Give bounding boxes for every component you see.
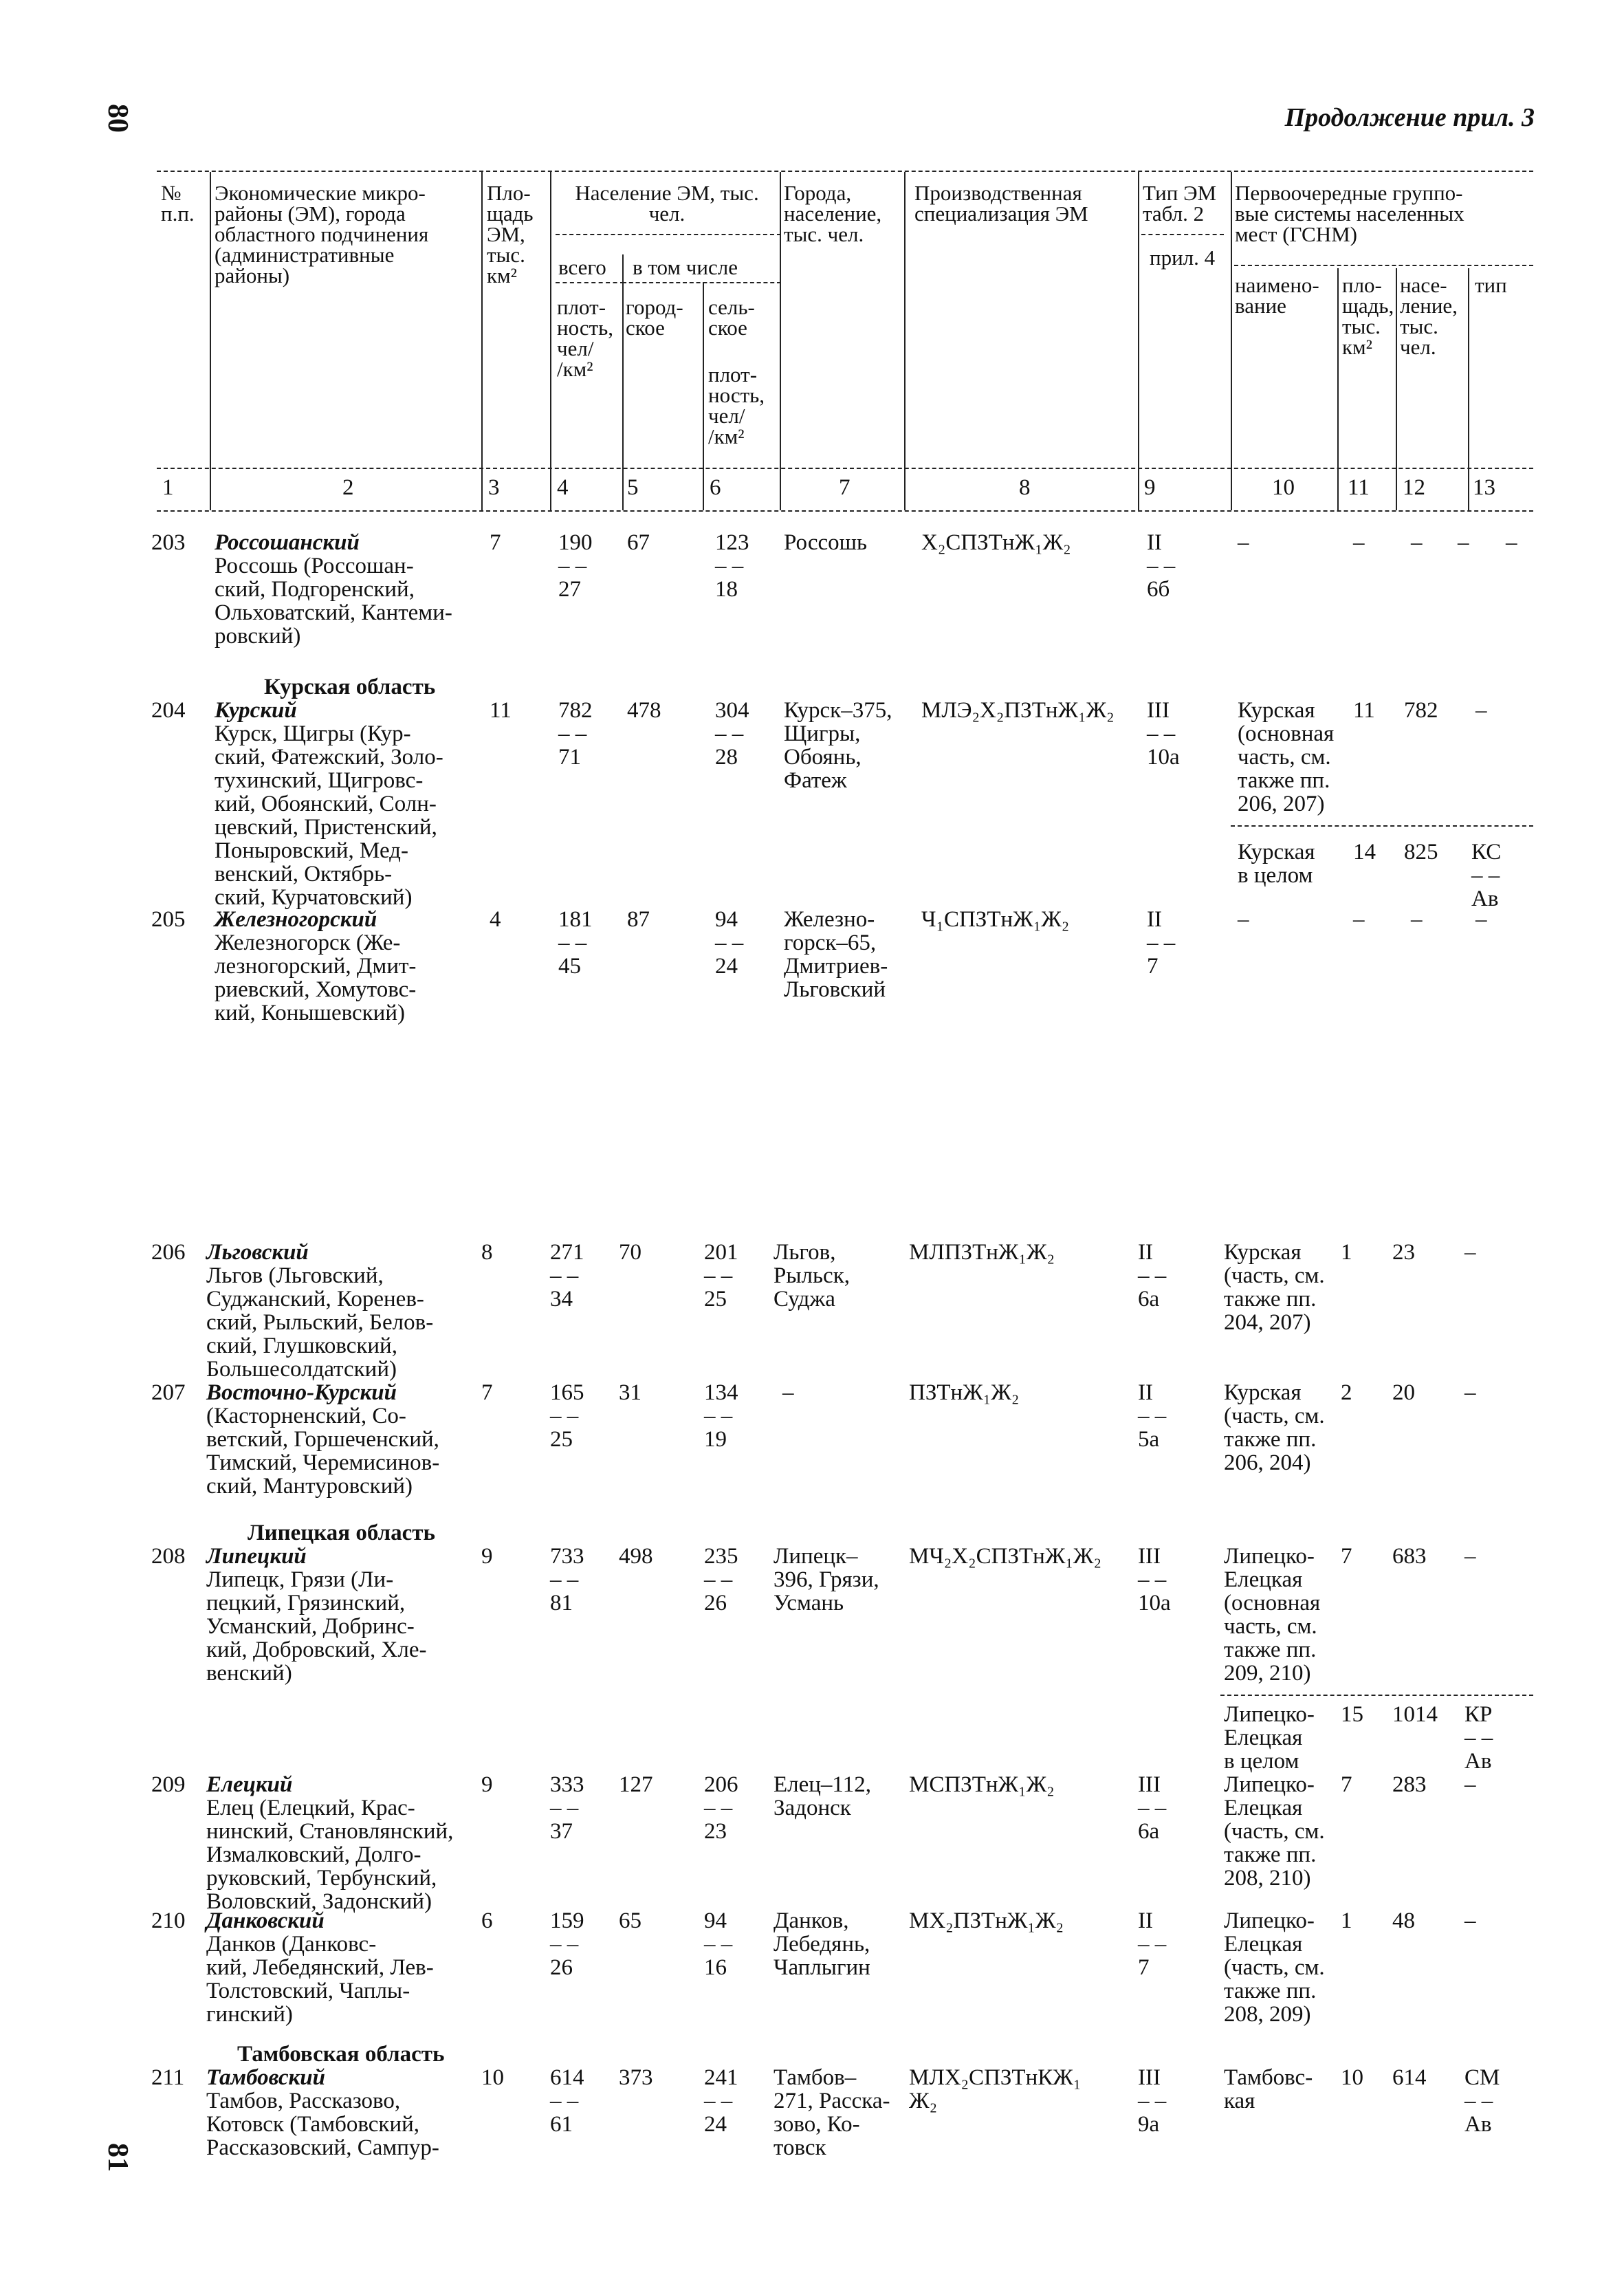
- rural-population: 241: [704, 2065, 738, 2090]
- specialization: МЧ₂Х₂СПЗТнЖ₁Ж₂: [909, 1544, 1101, 1569]
- rural-population: 94: [704, 1908, 727, 1933]
- header-col9-bottom: прил. 4: [1150, 246, 1216, 270]
- region-desc: Курск, Щигры (Кур- ский, Фатежский, Золо- тухинский, Щигровс- кий, Обоянский, Солн- цевский, Пристенский, Поныровский, Мед- венский, Октябрь- ский, Курчатовский): [215, 721, 443, 910]
- region-desc: Данков (Данковс- кий, Лебедянский, Лев- Толстовский, Чаплы- гинский): [206, 1932, 434, 2027]
- population-density: 37: [550, 1819, 573, 1844]
- header-bottom-rule: [157, 510, 1533, 512]
- area: 10: [481, 2065, 504, 2090]
- em-type: III: [1138, 1544, 1161, 1569]
- gsnm-area: –: [1353, 530, 1365, 555]
- gsnm-type-total: КР: [1464, 1702, 1493, 1727]
- gsnm-name-total: Курская в целом: [1238, 840, 1315, 888]
- col-divider: [1337, 268, 1339, 510]
- header-col4-including: в том числе: [633, 255, 738, 279]
- area: 4: [490, 907, 501, 932]
- header-col10-group: Первоочередные группо- вые системы населенных мест (ГСНМ): [1235, 181, 1464, 246]
- em-type: II: [1147, 907, 1162, 932]
- area: 7: [481, 1380, 493, 1405]
- gsnm-population: 782: [1404, 698, 1438, 723]
- col-divider: [1138, 172, 1139, 510]
- gsnm-name: Липецко- Елецкая (часть, см. также пп. 208, 210): [1224, 1772, 1325, 1891]
- specialization: МХ₂ПЗТнЖ₁Ж₂: [909, 1908, 1064, 1933]
- gsnm-name: Курская (часть, см. также пп. 204, 207): [1224, 1240, 1325, 1335]
- area: 8: [481, 1240, 493, 1265]
- area: 9: [481, 1772, 493, 1797]
- cities: –: [782, 1380, 794, 1405]
- rural-population: 123: [715, 530, 749, 555]
- rural-population: 206: [704, 1772, 738, 1797]
- header-sub-rule: [1234, 265, 1533, 266]
- header-col4-density: плот- ность, чел/ /км²: [557, 295, 614, 381]
- population-density: 71: [558, 745, 581, 770]
- gsnm-population: 283: [1392, 1772, 1427, 1797]
- population-density: 34: [550, 1287, 573, 1311]
- gsnm-name: –: [1238, 907, 1249, 932]
- gsnm-type-transport: Ав: [1464, 2112, 1492, 2137]
- population-total: 165: [550, 1380, 584, 1405]
- gsnm-name-total: Липецко- Елецкая в целом: [1224, 1702, 1315, 1774]
- continuation-title: Продолжение прил. 3: [1284, 103, 1535, 132]
- col-divider: [1231, 172, 1232, 510]
- region-name: Елецкий: [206, 1772, 293, 1797]
- em-type-appendix: 7: [1147, 954, 1159, 979]
- em-type: II: [1138, 1908, 1153, 1933]
- rural-density: 24: [715, 954, 738, 979]
- row-number: 209: [151, 1772, 186, 1797]
- em-type: III: [1147, 698, 1170, 723]
- cities: Россошь: [784, 530, 868, 555]
- colnum-6: 6: [710, 475, 721, 500]
- em-type-appendix: 7: [1138, 1955, 1150, 1980]
- gsnm-name: Липецко- Елецкая (часть, см. также пп. 208, 209): [1224, 1908, 1325, 2027]
- em-type-appendix: 10а: [1147, 745, 1180, 770]
- cities: Тамбов– 271, Расска- зово, Ко- товск: [773, 2065, 890, 2160]
- gsnm-type: –: [1464, 1772, 1476, 1797]
- rural-population: 201: [704, 1240, 738, 1265]
- urban-population: 31: [619, 1380, 641, 1405]
- gsnm-area: 7: [1341, 1544, 1352, 1569]
- region-desc: Елец (Елецкий, Крас- нинский, Становлянский, Измалковский, Долго- руковский, Тербунский, Воловский, Задонский): [206, 1796, 454, 1914]
- specialization: Х₂СПЗТнЖ₁Ж₂: [921, 530, 1071, 555]
- gsnm-population: –: [1411, 907, 1423, 932]
- region-name: Восточно-Курский: [206, 1380, 397, 1405]
- specialization: МЛПЗТнЖ₁Ж₂: [909, 1240, 1055, 1265]
- header-col6-density: плот- ность, чел/ /км²: [708, 362, 765, 448]
- region-desc: Липецк, Грязи (Ли- пецкий, Грязинский, Усманский, Добринс- кий, Добровский, Хле- венский): [206, 1567, 427, 1686]
- population-density: 61: [550, 2112, 573, 2137]
- em-type: II: [1138, 1240, 1153, 1265]
- population-total: 190: [558, 530, 593, 555]
- urban-population: 67: [627, 530, 650, 555]
- region-desc: Тамбов, Рассказово, Котовск (Тамбовский, Рассказовский, Сампур-: [206, 2089, 439, 2160]
- gsnm-type: –: [1464, 1380, 1476, 1405]
- colnum-7: 7: [839, 475, 851, 500]
- gsnm-area-total: 15: [1341, 1702, 1363, 1727]
- gsnm-type: –: [1464, 1240, 1476, 1265]
- population-total: 333: [550, 1772, 584, 1797]
- header-col6: сель- ское: [708, 295, 755, 340]
- gsnm-population-total: 1014: [1392, 1702, 1438, 1727]
- population-density: 26: [550, 1955, 573, 1980]
- urban-population: 65: [619, 1908, 641, 1933]
- specialization: МЛХ₂СПЗТнКЖ₁ Ж₂: [909, 2065, 1082, 2113]
- row-number: 208: [151, 1544, 186, 1569]
- em-type: II: [1147, 530, 1162, 555]
- gsnm-type: –: [1458, 530, 1469, 555]
- cities: Железно- горск–65, Дмитриев- Льговский: [784, 907, 888, 1002]
- urban-population: 70: [619, 1240, 641, 1265]
- gsnm-type: –: [1475, 907, 1487, 932]
- gsnm-name: Курская (основная часть, см. также пп. 206, 207): [1238, 698, 1335, 816]
- population-total: 733: [550, 1544, 584, 1569]
- urban-population: 478: [627, 698, 661, 723]
- gsnm-population: 48: [1392, 1908, 1415, 1933]
- gsnm-type-transport: Ав: [1464, 1749, 1492, 1774]
- colnum-9: 9: [1144, 475, 1156, 500]
- row-number: 204: [151, 698, 186, 723]
- gsnm-area: 10: [1341, 2065, 1363, 2090]
- population-total: 181: [558, 907, 593, 932]
- region-heading-tambov: Тамбовская область: [237, 2042, 445, 2067]
- gsnm-population: 20: [1392, 1380, 1415, 1405]
- colnum-12: 12: [1403, 475, 1425, 500]
- col-divider: [622, 254, 624, 510]
- gsnm-population: 683: [1392, 1544, 1427, 1569]
- gsnm-divider: [1231, 825, 1533, 827]
- em-type: III: [1138, 2065, 1161, 2090]
- em-type-appendix: 6б: [1147, 577, 1170, 602]
- header-col1: № п.п.: [161, 181, 195, 226]
- em-type-appendix: 6а: [1138, 1287, 1160, 1311]
- colnum-13: 13: [1473, 475, 1495, 500]
- colnum-1: 1: [162, 475, 174, 500]
- rural-density: 28: [715, 745, 738, 770]
- col-divider: [703, 282, 704, 510]
- row-number: 210: [151, 1908, 186, 1933]
- rural-population: 94: [715, 907, 738, 932]
- region-name: Липецкий: [206, 1544, 307, 1569]
- region-desc: Россошь (Россошан- ский, Подгоренский, Ольховатский, Кантеми- ровский): [215, 554, 452, 649]
- cities: Данков, Лебедянь, Чаплыгин: [773, 1908, 870, 1980]
- population-density: 25: [550, 1427, 573, 1452]
- region-heading-lipetsk: Липецкая область: [248, 1521, 435, 1545]
- rural-population: 304: [715, 698, 749, 723]
- col-divider: [210, 172, 211, 510]
- em-type: II: [1138, 1380, 1153, 1405]
- region-name: Данковский: [206, 1908, 325, 1933]
- gsnm-name: Тамбовс- кая: [1224, 2065, 1313, 2113]
- specialization: ПЗТнЖ₁Ж₂: [909, 1380, 1020, 1405]
- header-mid-rule: [157, 468, 1533, 469]
- colnum-3: 3: [488, 475, 500, 500]
- em-type-appendix: 6а: [1138, 1819, 1160, 1844]
- em-type: III: [1138, 1772, 1161, 1797]
- rural-density: 16: [704, 1955, 727, 1980]
- specialization: Ч₁СПЗТнЖ₁Ж₂: [921, 907, 1070, 932]
- gsnm-population-total: 825: [1404, 840, 1438, 864]
- cities: Елец–112, Задонск: [773, 1772, 871, 1820]
- gsnm-type-total: КС: [1471, 840, 1502, 864]
- header-col5: город- ское: [626, 295, 683, 340]
- colnum-8: 8: [1019, 475, 1031, 500]
- gsnm-area-total: 14: [1353, 840, 1376, 864]
- rural-density: 26: [704, 1591, 727, 1615]
- gsnm-name: –: [1238, 530, 1249, 555]
- col-divider: [1468, 268, 1469, 510]
- region-desc: (Касторненский, Со- ветский, Горшеченский, Тимский, Черемисинов- ский, Мантуровский): [206, 1404, 440, 1499]
- rural-density: 24: [704, 2112, 727, 2137]
- colnum-4: 4: [557, 475, 569, 500]
- header-col2: Экономические микро- районы (ЭМ), города областного подчинения (административные районы): [215, 181, 429, 287]
- population-total: 782: [558, 698, 593, 723]
- header-sub-rule: [556, 234, 781, 235]
- urban-population: 373: [619, 2065, 653, 2090]
- specialization: МСПЗТнЖ₁Ж₂: [909, 1772, 1055, 1797]
- colnum-10: 10: [1272, 475, 1295, 500]
- area: 7: [490, 530, 501, 555]
- header-col13: тип: [1475, 273, 1507, 297]
- gsnm-population: 23: [1392, 1240, 1415, 1265]
- cities: Курск–375, Щигры, Обоянь, Фатеж: [784, 698, 892, 793]
- region-name: Тамбовский: [206, 2065, 325, 2090]
- header-col4-total: всего: [558, 255, 606, 279]
- header-col11: пло- щадь, тыс. км²: [1342, 273, 1394, 359]
- region-heading-kursk: Курская область: [264, 675, 436, 699]
- gsnm-area: 7: [1341, 1772, 1352, 1797]
- rural-population: 235: [704, 1544, 738, 1569]
- area: 9: [481, 1544, 493, 1569]
- population-total: 614: [550, 2065, 584, 2090]
- row-number: 206: [151, 1240, 186, 1265]
- region-name: Курский: [215, 698, 297, 723]
- header-top-rule: [157, 171, 1533, 172]
- header-col3: Пло- щадь ЭМ, тыс. км²: [487, 181, 534, 287]
- col-divider: [904, 172, 906, 510]
- urban-population: 498: [619, 1544, 653, 1569]
- gsnm-area: 1: [1341, 1240, 1352, 1265]
- gsnm-divider: [1220, 1695, 1533, 1696]
- em-type-appendix: 10а: [1138, 1591, 1171, 1615]
- col-divider: [1396, 268, 1397, 510]
- gsnm-area: 2: [1341, 1380, 1352, 1405]
- gsnm-extra: –: [1506, 530, 1517, 555]
- header-col10: наимено- вание: [1235, 273, 1319, 318]
- colnum-11: 11: [1348, 475, 1370, 500]
- header-sub-rule: [1141, 234, 1224, 235]
- population-density: 27: [558, 577, 581, 602]
- rural-density: 18: [715, 577, 738, 602]
- header-col9-top: Тип ЭМ табл. 2: [1143, 181, 1217, 226]
- col-divider: [481, 172, 483, 510]
- colnum-5: 5: [627, 475, 639, 500]
- urban-population: 87: [627, 907, 650, 932]
- cities: Льгов, Рыльск, Суджа: [773, 1240, 850, 1311]
- gsnm-name: Липецко- Елецкая (основная часть, см. также пп. 209, 210): [1224, 1544, 1321, 1686]
- population-total: 159: [550, 1908, 584, 1933]
- header-col12: насе- ление, тыс. чел.: [1400, 273, 1458, 359]
- col-divider: [550, 172, 551, 510]
- rural-density: 25: [704, 1287, 727, 1311]
- gsnm-population: –: [1411, 530, 1423, 555]
- top-page-number: 80: [102, 104, 133, 133]
- row-number: 207: [151, 1380, 186, 1405]
- population-total: 271: [550, 1240, 584, 1265]
- row-number: 211: [151, 2065, 185, 2090]
- gsnm-type: –: [1475, 698, 1487, 723]
- cities: Липецк– 396, Грязи, Усмань: [773, 1544, 879, 1615]
- gsnm-name: Курская (часть, см. также пп. 206, 204): [1224, 1380, 1325, 1475]
- gsnm-type: СМ: [1464, 2065, 1500, 2090]
- region-desc: Льгов (Льговский, Суджанский, Коренев- ский, Рыльский, Белов- ский, Глушковский, Большесолдатский): [206, 1263, 434, 1382]
- region-name: Россошанский: [215, 530, 360, 555]
- specialization: МЛЭ₂Х₂ПЗТнЖ₁Ж₂: [921, 698, 1115, 723]
- urban-population: 127: [619, 1772, 653, 1797]
- colnum-2: 2: [342, 475, 354, 500]
- population-density: 81: [550, 1591, 573, 1615]
- header-sub-rule: [556, 282, 624, 283]
- region-name: Железногорский: [215, 907, 377, 932]
- header-sub-rule: [622, 282, 781, 283]
- gsnm-type-transport: Ав: [1471, 886, 1499, 911]
- bottom-page-number: 81: [102, 2143, 133, 2172]
- gsnm-area: –: [1353, 907, 1365, 932]
- rural-population: 134: [704, 1380, 738, 1405]
- rural-density: 23: [704, 1819, 727, 1844]
- gsnm-type: –: [1464, 1544, 1476, 1569]
- header-col4-group: Население ЭМ, тыс. чел.: [575, 181, 759, 226]
- col-divider: [780, 172, 781, 510]
- row-number: 205: [151, 907, 186, 932]
- header-col8: Производственная специализация ЭМ: [914, 181, 1088, 226]
- em-type-appendix: 9а: [1138, 2112, 1160, 2137]
- gsnm-population: 614: [1392, 2065, 1427, 2090]
- header-col7: Города, население, тыс. чел.: [784, 181, 882, 246]
- population-density: 45: [558, 954, 581, 979]
- gsnm-area: 1: [1341, 1908, 1352, 1933]
- rural-density: 19: [704, 1427, 727, 1452]
- gsnm-type: –: [1464, 1908, 1476, 1933]
- region-desc: Железногорск (Же- лезногорский, Дмит- риевский, Хомутовс- кий, Конышевский): [215, 930, 417, 1025]
- gsnm-area: 11: [1353, 698, 1375, 723]
- region-name: Льговский: [206, 1240, 309, 1265]
- area: 6: [481, 1908, 493, 1933]
- area: 11: [490, 698, 512, 723]
- row-number: 203: [151, 530, 186, 555]
- em-type-appendix: 5а: [1138, 1427, 1160, 1452]
